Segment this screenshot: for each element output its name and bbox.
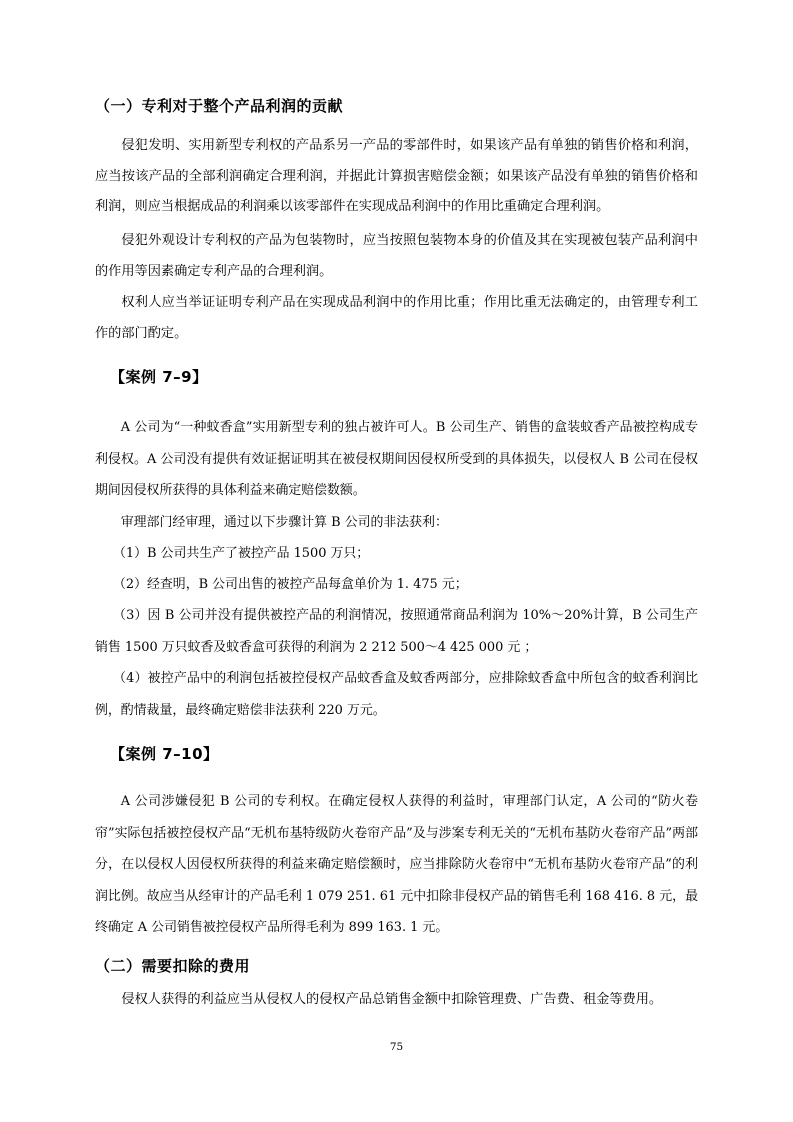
section-1-paragraph-3: 权利人应当举证证明专利产品在实现成品利润中的作用比重；作用比重无法确定的，由管理专利工作的部门酌定。: [95, 295, 698, 341]
section-1-paragraph-1: 侵犯发明、实用新型专利权的产品系另一产品的零部件时，如果该产品有单独的销售价格和利润，应当按该产品的全部利润确定合理利润，并据此计算损害赔偿金额；如果该产品没有单独的销售价格和利润，则应当根据成品的利润乘以该零部件在实现成品利润中的作用比重确定合理利润。: [95, 138, 698, 214]
case-7-9-step-1: （1）B 公司共生产了被控产品 1500 万只；: [113, 546, 370, 561]
section-1-paragraph-2: 侵犯外观设计专利权的产品为包装物时，应当按照包装物本身的价值及其在实现被包装产品利润中的作用等因素确定专利产品的合理利润。: [95, 233, 698, 279]
section-1-heading: （一）专利对于整个产品利润的贡献: [95, 97, 344, 115]
case-7-10-heading: 【案例 7–10】: [110, 745, 219, 763]
page-number: 75: [389, 1041, 404, 1053]
case-7-9-paragraph-2: 审理部门经审理，通过以下步骤计算 B 公司的非法获利：: [120, 515, 448, 530]
section-2-paragraph: 侵权人获得的利益应当从侵权人的侵权产品总销售金额中扣除管理费、广告费、租金等费用。: [121, 992, 663, 1007]
case-7-9-step-3: （3）因 B 公司并没有提供被控产品的利润情况，按照通常商品利润为 10%～20%计算，B 公司生产销售 1500 万只蚊香及蚊香盒可获得的利润为 2 212 500～4 425 000 元 ；: [95, 608, 698, 655]
case-7-9-step-4: （4）被控产品中的利润包括被控侵权产品蚊香盒及蚊香两部分，应排除蚊香盒中所包含的蚊香利润比例，酌情裁量，最终确定赔偿非法获利 220 万元。: [95, 671, 698, 718]
case-7-9-paragraph-1: A 公司为“一种蚊香盒”实用新型专利的独占被许可人。B 公司生产、销售的盒装蚊香产品被控构成专利侵权。A 公司没有提供有效证据证明其在被侵权期间因侵权所受到的具体损失，以侵权人 B 公司在侵权期间因侵权所获得的具体利益来确定赔偿数额。: [95, 420, 698, 498]
case-7-9-step-2: （2）经查明，B 公司出售的被控产品每盒单价为 1. 475 元；: [113, 577, 468, 592]
case-7-10-paragraph: A 公司涉嫌侵犯 B 公司的专利权。在确定侵权人获得的利益时，审理部门认定，A 公司的“防火卷帘”实际包括被控侵权产品“无机布基特级防火卷帘产品”及与涉案专利无关的“无机布基防火卷帘产品”两部分，在以侵权人因侵权所获得的利益来确定赔偿额时，应当排除防火卷帘中“无机布基防火卷帘产品”的利润比例。故应当从经审计的产品毛利 1 079 251. 61 元中扣除非侵权产品的销售毛利 168 416. 8 元，最终确定 A 公司销售被控侵权产品所得毛利为 899 163. 1 元。: [95, 794, 698, 935]
case-7-9-heading: 【案例 7–9】: [110, 368, 208, 386]
section-2-heading: （二）需要扣除的费用: [95, 957, 251, 975]
